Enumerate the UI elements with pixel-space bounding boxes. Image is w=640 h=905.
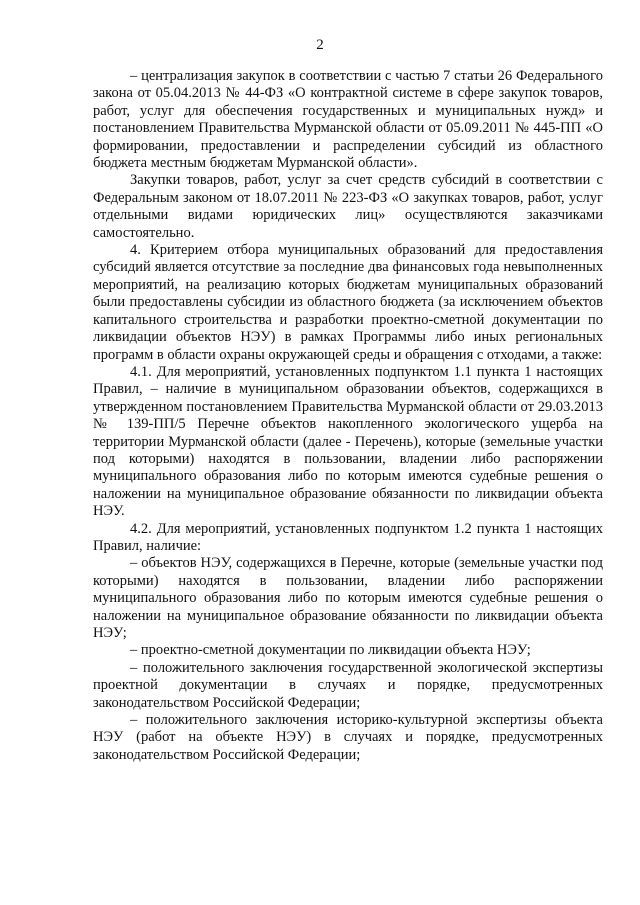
list-item-neu-objects: – объектов НЭУ, содержащихся в Перечне, которые (земельные участки под которыми) находятся в пользовании, владении либо распоряжении муниципального образования либо по которым имеются судебные решения о наложении на муниципальное образование обязанности по ликвидации объекта НЭУ; (93, 555, 603, 641)
list-item-cultural-expertise: – положительного заключения историко-культурной экспертизы объекта НЭУ (работ на объекте НЭУ) в случаях и порядке, предусмотренных законодательством Российской Федерации; (93, 712, 603, 763)
paragraph-centralization: – централизация закупок в соответствии с частью 7 статьи 26 Федерального закона от 05.04.2013 № 44-ФЗ «О контрактной системе в сфере закупок товаров, работ, услуг для обеспечения государственных и муниципальных нужд» и постановлением Правительства Мурманской области от 05.09.2011 № 445-ПП «О формировании, предоставлении и распределении субсидий из областного бюджета местным бюджетам Мурманской области». (93, 68, 603, 172)
paragraph-clause-4-1: 4.1. Для мероприятий, установленных подпунктом 1.1 пункта 1 настоящих Правил, – наличие в муниципальном образовании объектов, содержащихся в утвержденном постановлением Правительства Мурманской области от 29.03.2013 № 139-ПП/5 Перечне объектов накопленного экологического ущерба на территории Мурманской области (далее - Перечень), которые (земельные участки под которыми) находятся в пользовании, владении либо распоряжении муниципального образования либо по которым имеются судебные решения о наложении на муниципальное образование обязанности по ликвидации объекта НЭУ. (93, 363, 603, 520)
page-number: 2 (316, 37, 324, 53)
paragraph-procurement: Закупки товаров, работ, услуг за счет средств субсидий в соответствии с Федеральным законом от 18.07.2011 № 223-ФЗ «О закупках товаров, работ, услуг отдельными видами юридических лиц» осуществляются заказчиками самостоятельно. (93, 172, 603, 241)
paragraph-selection-criteria: 4. Критерием отбора муниципальных образований для предоставления субсидий является отсутствие за последние два финансовых года невыполненных мероприятий, на реализацию которых бюджетам муниципальных образований были предоставлены субсидии из областного бюджета (за исключением объектов капитального строительства и разработки проектно-сметной документации по ликвидации объектов НЭУ) в рамках Программы либо иных региональных программ в области охраны окружающей среды и обращения с отходами, а также: (93, 242, 603, 363)
paragraph-clause-4-2: 4.2. Для мероприятий, установленных подпунктом 1.2 пункта 1 настоящих Правил, наличие: (93, 520, 603, 554)
document-body (93, 68, 603, 764)
list-item-design-documentation: – проектно-сметной документации по ликвидации объекта НЭУ; (130, 642, 531, 659)
list-item-ecological-expertise: – положительного заключения государственной экологической экспертизы проектной документации в случаях и порядке, предусмотренных законодательством Российской Федерации; (93, 659, 603, 711)
